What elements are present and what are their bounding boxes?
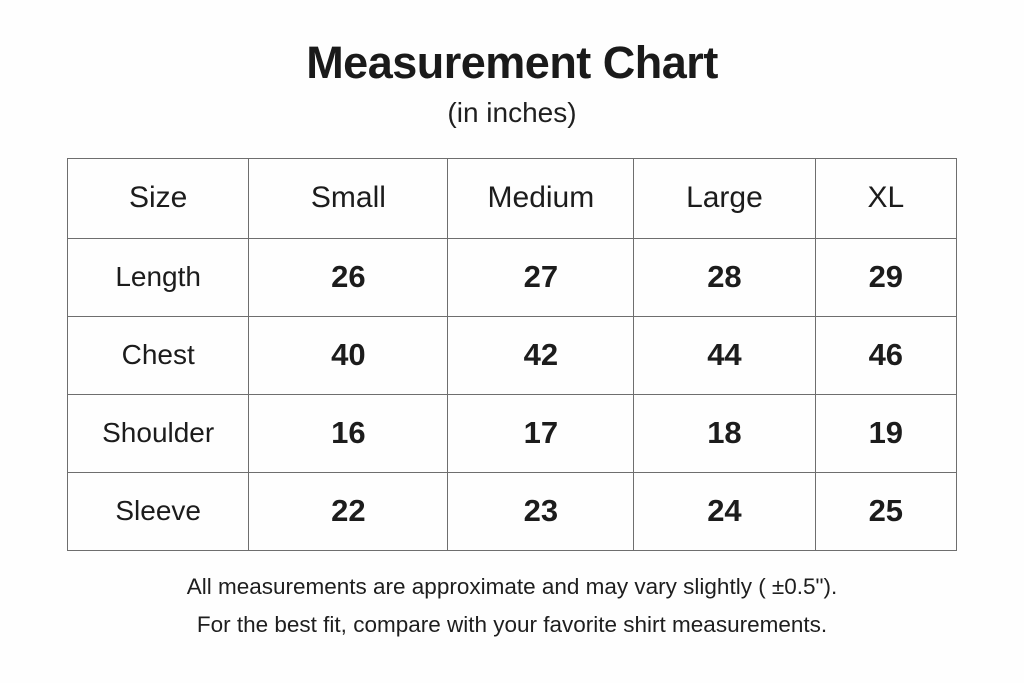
page-title: Measurement Chart	[306, 37, 718, 88]
value-sleeve-xl: 25	[815, 472, 956, 550]
row-label-chest: Chest	[68, 316, 249, 394]
value-shoulder-large: 18	[634, 394, 815, 472]
value-length-medium: 27	[448, 238, 634, 316]
table-row-shoulder	[68, 394, 957, 472]
value-shoulder-xl: 19	[815, 394, 956, 472]
row-label-length: Length	[68, 238, 249, 316]
measurement-table	[67, 158, 957, 551]
value-length-xl: 29	[815, 238, 956, 316]
footer-note-tolerance: All measurements are approximate and may vary slightly ( ±0.5").	[186, 573, 838, 599]
value-chest-large: 44	[634, 316, 815, 394]
column-header-size: Size	[68, 158, 249, 238]
column-header-medium: Medium	[448, 158, 634, 238]
value-sleeve-medium: 23	[448, 472, 634, 550]
value-sleeve-small: 22	[249, 472, 448, 550]
row-label-shoulder: Shoulder	[68, 394, 249, 472]
value-shoulder-medium: 17	[448, 394, 634, 472]
row-label-sleeve: Sleeve	[68, 472, 249, 550]
value-sleeve-large: 24	[634, 472, 815, 550]
table-row-length	[68, 238, 957, 316]
value-chest-medium: 42	[448, 316, 634, 394]
value-shoulder-small: 16	[249, 394, 448, 472]
value-chest-xl: 46	[815, 316, 956, 394]
value-length-small: 26	[249, 238, 448, 316]
column-header-large: Large	[634, 158, 815, 238]
value-length-large: 28	[634, 238, 815, 316]
column-header-xl: XL	[815, 158, 956, 238]
page-subtitle: (in inches)	[447, 96, 577, 128]
table-header-row	[68, 158, 957, 238]
footer-note-fit-advice: For the best fit, compare with your favorite shirt measurements.	[196, 611, 828, 637]
value-chest-small: 40	[249, 316, 448, 394]
footer-notes	[0, 568, 1024, 644]
column-header-small: Small	[249, 158, 448, 238]
table-row-chest	[68, 316, 957, 394]
table-row-sleeve	[68, 472, 957, 550]
